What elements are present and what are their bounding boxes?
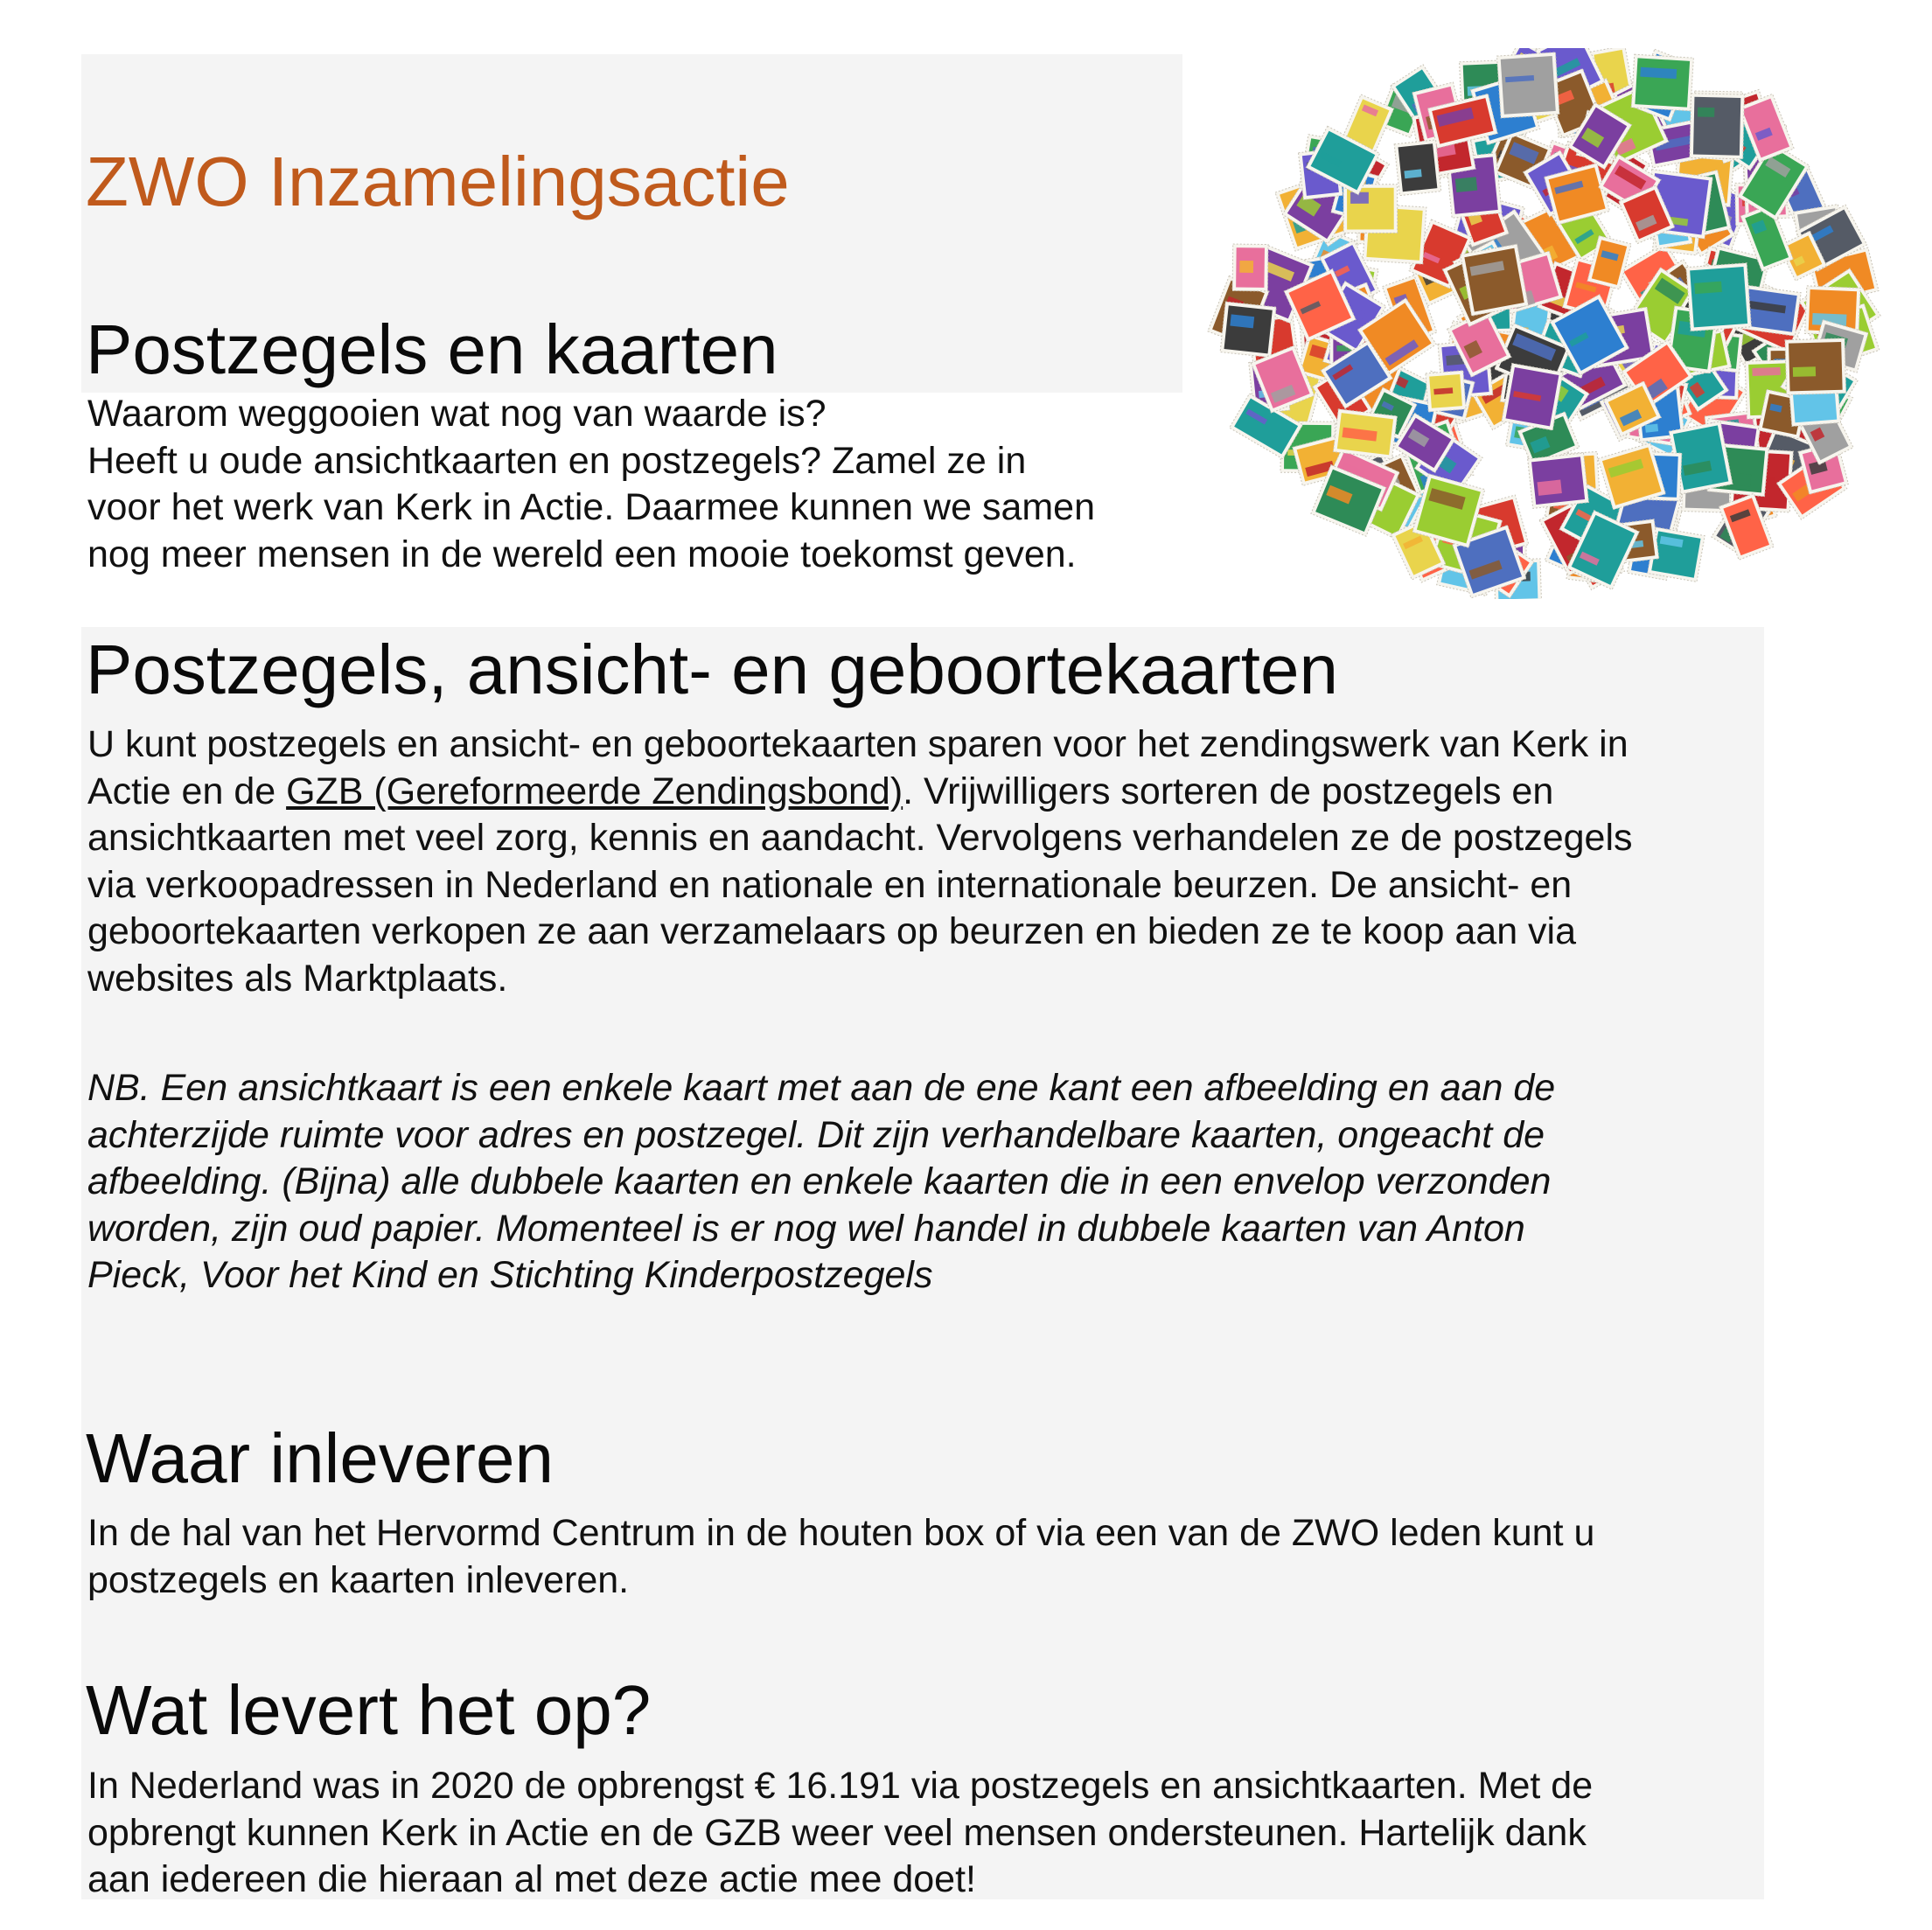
text-line: Heeft u oude ansichtkaarten en postzegels? Zamel ze in	[87, 439, 1027, 482]
page-title: ZWO Inzamelingsactie	[86, 143, 790, 220]
stamp	[1686, 263, 1752, 331]
stamp	[1333, 409, 1397, 459]
text-line: geboortekaarten verkopen ze aan verzamelaars op beurzen en bieden ze te koop aan via	[87, 910, 1577, 952]
text-line: websites als Marktplaats.	[87, 957, 508, 1000]
intro-paragraph	[87, 391, 1189, 578]
stamps-collage-image	[1203, 48, 1915, 599]
intro-heading: Postzegels en kaarten	[86, 310, 778, 388]
where-heading: Waar inleveren	[86, 1419, 554, 1497]
text-line: nog meer mensen in de wereld een mooie toekomst geven.	[87, 533, 1077, 575]
stamp	[1394, 140, 1441, 196]
stamp	[1528, 453, 1589, 508]
text-line: In de hal van het Hervormd Centrum in de houten box of via een van de ZWO leden kunt u	[87, 1512, 1595, 1554]
stamp	[1502, 363, 1563, 430]
text-line: aan iedereen die hieraan al met deze actie mee doet!	[87, 1858, 976, 1900]
yield-heading: Wat levert het op?	[86, 1671, 652, 1749]
note-paragraph	[87, 1065, 1758, 1299]
collect-heading: Postzegels, ansicht- en geboortekaarten	[86, 631, 1338, 708]
text-line: postzegels en kaarten inleveren.	[87, 1558, 630, 1601]
yield-paragraph	[87, 1763, 1758, 1904]
text-line: Pieck, Voor het Kind en Stichting Kinderpostzegels	[87, 1254, 933, 1296]
text-line: In Nederland was in 2020 de opbrengst € 16.191 via postzegels en ansichtkaarten. Met de	[87, 1765, 1594, 1807]
stamp	[1631, 54, 1693, 111]
gzb-link[interactable]: GZB (Gereformeerde Zendingsbond)	[286, 770, 903, 812]
text-line: voor het werk van Kerk in Actie. Daarmee kunnen we samen	[87, 486, 1096, 528]
stamp	[1690, 94, 1745, 159]
text-fragment: . Vrijwilligers sorteren de postzegels en	[903, 770, 1554, 812]
text-fragment: Actie en de	[87, 770, 287, 812]
stamp	[1220, 302, 1276, 358]
text-line: achterzijde ruimte voor adres en postzegel. Dit zijn verhandelbare kaarten, ongeacht de	[87, 1113, 1545, 1156]
stamp	[1426, 371, 1466, 412]
text-line: U kunt postzegels en ansicht- en geboortekaarten sparen voor het zendingswerk van Kerk in	[87, 723, 1629, 765]
stamp	[1232, 244, 1268, 291]
text-line: Waarom weggooien wat nog van waarde is?	[87, 393, 827, 435]
text-line: NB. Een ansichtkaart is een enkele kaart met aan de ene kant een afbeelding en aan de	[87, 1067, 1556, 1109]
text-line: opbrengt kunnen Kerk in Actie en de GZB weer veel mensen ondersteunen. Hartelijk dank	[87, 1811, 1587, 1854]
text-line	[87, 769, 1758, 816]
collect-paragraph	[87, 721, 1758, 1002]
text-line: worden, zijn oud papier. Momenteel is er nog wel handel in dubbele kaarten van Anton	[87, 1207, 1525, 1250]
text-line: via verkoopadressen in Nederland en nationale en internationale beurzen. De ansicht- en	[87, 863, 1573, 906]
stamp	[1785, 338, 1846, 395]
stamp	[1496, 52, 1559, 118]
where-paragraph	[87, 1510, 1758, 1604]
text-line: afbeelding. (Bijna) alle dubbele kaarten en enkele kaarten die in een envelop verzonden	[87, 1160, 1552, 1202]
stamp	[1461, 244, 1529, 316]
text-line: ansichtkaarten met veel zorg, kennis en aandacht. Vervolgens verhandelen ze de postzegels	[87, 817, 1633, 859]
